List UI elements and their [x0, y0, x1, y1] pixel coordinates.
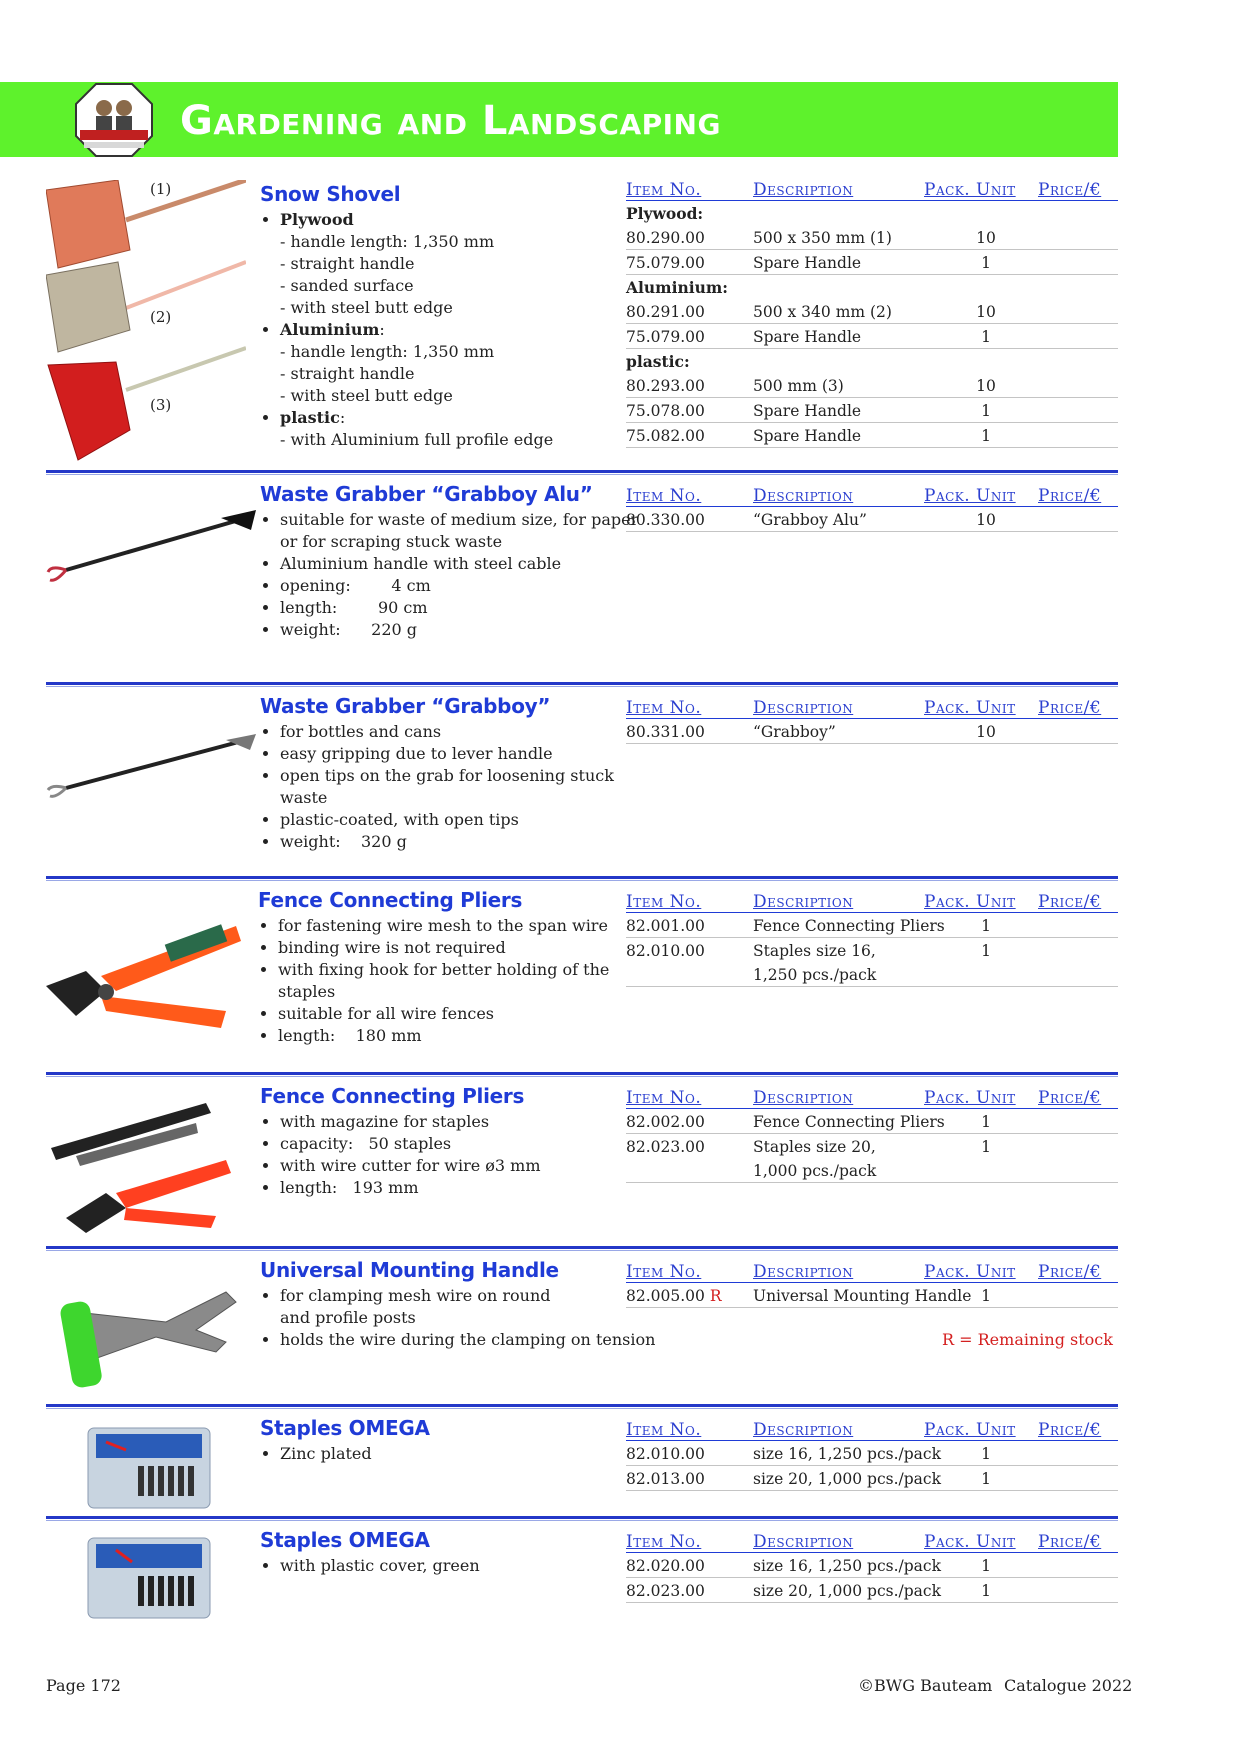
product-title: Waste Grabber “Grabboy” [260, 694, 551, 718]
mounting-handle-image [46, 1282, 246, 1392]
company-logo [74, 82, 154, 158]
feature-item: • Zinc plated [280, 1443, 660, 1465]
feature-subitem: - straight handle [280, 254, 415, 273]
section-divider [46, 1072, 1118, 1075]
staples-pack-image [86, 1426, 212, 1510]
table-row: 82.002.00 Fence Connecting Pliers 1 [626, 1109, 1118, 1134]
feature-item: • weight: 320 g [280, 831, 660, 853]
price-table [626, 180, 1118, 448]
page-title: Gardening and Landscaping [180, 98, 721, 144]
feature-item: • length: 180 mm [278, 1025, 658, 1047]
feature-item: • binding wire is not required [278, 937, 658, 959]
feature-list [260, 209, 660, 451]
section-divider [46, 1246, 1118, 1249]
product-title: Staples OMEGA [260, 1416, 430, 1440]
img-label-2: (2) [150, 308, 172, 326]
product-title: Snow Shovel [260, 182, 401, 206]
feature-subitem: - straight handle [280, 364, 415, 383]
fence-pliers-magazine-image [46, 1098, 246, 1238]
feature-item: • opening: 4 cm [280, 575, 660, 597]
staples-2-description [260, 1528, 660, 1577]
feature-item: • suitable for all wire fences [278, 1003, 658, 1025]
feature-item: • plastic-coated, with open tips [280, 809, 660, 831]
feature-item: • suitable for waste of medium size, for paper or for scraping stuck waste [280, 509, 660, 553]
fence-pliers-image [46, 916, 246, 1036]
remaining-stock-flag: R [709, 1287, 722, 1305]
staples-1-description [260, 1416, 660, 1465]
price-table [626, 1262, 1118, 1308]
feature-item: • capacity: 50 staples [280, 1133, 660, 1155]
table-header: Item No. Description Pack. Unit Price/€ [626, 1088, 1118, 1109]
price-table [626, 892, 1118, 987]
waste-grabber-image [46, 730, 256, 800]
table-header: Item No. Description Pack. Unit Price/€ [626, 1262, 1118, 1283]
table-row: 82.023.00 size 20, 1,000 pcs./pack 1 [626, 1578, 1118, 1603]
feature-item: • Aluminium: [280, 319, 660, 341]
feature-item: • with fixing hook for better holding of the staples [278, 959, 658, 1003]
product-title: Waste Grabber “Grabboy Alu” [260, 482, 593, 506]
feature-subitem: - with steel butt edge [280, 298, 453, 317]
col-pack-unit: Pack. Unit [924, 180, 1016, 200]
price-table [626, 486, 1118, 532]
img-label-1: (1) [150, 180, 172, 198]
table-row: 80.331.00 “Grabboy” 10 [626, 719, 1118, 744]
table-row: 82.023.00 Staples size 20, 1,000 pcs./pack 1 [626, 1134, 1118, 1183]
table-row: 75.079.00 Spare Handle 1 [626, 324, 1118, 349]
feature-item: • with plastic cover, green [280, 1555, 660, 1577]
feature-list [260, 1555, 660, 1577]
table-row: 75.078.00 Spare Handle 1 [626, 398, 1118, 423]
price-table [626, 1420, 1118, 1491]
feature-item: • for clamping mesh wire on round and profile posts [280, 1285, 580, 1329]
page-number: Page 172 [46, 1676, 121, 1695]
table-group-row: Plywood: [626, 204, 704, 223]
price-table [626, 1532, 1118, 1603]
grabber-description [260, 694, 660, 853]
feature-item: • with magazine for staples [280, 1111, 660, 1133]
section-divider [46, 470, 1118, 473]
table-header: Item No. Description Pack. Unit Price/€ [626, 698, 1118, 719]
col-price: Price/€ [1038, 180, 1102, 200]
table-row: 75.079.00 Spare Handle 1 [626, 250, 1118, 275]
table-group-row: plastic: [626, 352, 690, 371]
table-header: Item No. Description Pack. Unit Price/€ [626, 486, 1118, 507]
feature-item: • Aluminium handle with steel cable [280, 553, 660, 575]
price-table [626, 698, 1118, 744]
product-title: Staples OMEGA [260, 1528, 430, 1552]
table-row: 80.290.00 500 x 350 mm (1) 10 [626, 225, 1118, 250]
feature-item: • holds the wire during the clamping on tension [280, 1329, 640, 1351]
img-label-3: (3) [150, 396, 172, 414]
snow-shovel-description [260, 182, 660, 451]
feature-item: • with wire cutter for wire ø3 mm [280, 1155, 660, 1177]
feature-list [260, 721, 660, 853]
table-row: 75.082.00 Spare Handle 1 [626, 423, 1118, 448]
table-row: 82.010.00 size 16, 1,250 pcs./pack 1 [626, 1441, 1118, 1466]
col-item-no: Item No. [626, 180, 702, 200]
table-header: Item No. Description Pack. Unit Price/€ [626, 892, 1118, 913]
copyright: ©BWG Bauteam [858, 1676, 993, 1695]
table-row: 82.013.00 size 20, 1,000 pcs./pack 1 [626, 1466, 1118, 1491]
section-divider [46, 682, 1118, 685]
feature-list [258, 915, 658, 1047]
feature-list [260, 1443, 660, 1465]
feature-list [260, 509, 660, 641]
table-row: 82.020.00 size 16, 1,250 pcs./pack 1 [626, 1553, 1118, 1578]
feature-item: • Plywood [280, 209, 660, 231]
feature-item: • open tips on the grab for loosening stuck waste [280, 765, 660, 809]
table-row: 82.001.00 Fence Connecting Pliers 1 [626, 913, 1118, 938]
section-divider [46, 876, 1118, 879]
grabber-alu-description [260, 482, 660, 641]
feature-list [260, 1285, 656, 1351]
catalogue-label: Catalogue 2022 [1004, 1676, 1133, 1695]
price-table [626, 1088, 1118, 1183]
table-group-row: Aluminium: [626, 278, 729, 297]
col-description: Description [753, 180, 854, 200]
feature-subitem: - with Aluminium full profile edge [280, 430, 554, 449]
feature-item: • length: 90 cm [280, 597, 660, 619]
feature-subitem: - handle length: 1,350 mm [280, 342, 495, 361]
section-divider [46, 1404, 1118, 1407]
feature-subitem: - with steel butt edge [280, 386, 453, 405]
section-divider [46, 1516, 1118, 1519]
feature-subitem: - handle length: 1,350 mm [280, 232, 495, 251]
table-header: Item No. Description Pack. Unit Price/€ [626, 1420, 1118, 1441]
table-header [626, 180, 1118, 201]
feature-item: • weight: 220 g [280, 619, 660, 641]
table-header: Item No. Description Pack. Unit Price/€ [626, 1532, 1118, 1553]
remaining-stock-note: R = Remaining stock [942, 1330, 1113, 1349]
snow-shovel-image [46, 180, 246, 465]
waste-grabber-alu-image [46, 510, 256, 590]
table-row: 82.005.00 R Universal Mounting Handle 1 [626, 1283, 1118, 1308]
feature-item: • for bottles and cans [280, 721, 660, 743]
feature-item: • length: 193 mm [280, 1177, 660, 1199]
pliers-1-description [258, 888, 658, 1047]
staples-green-pack-image [86, 1536, 212, 1620]
mounting-handle-description [260, 1258, 656, 1351]
table-row: 80.330.00 “Grabboy Alu” 10 [626, 507, 1118, 532]
pliers-2-description [260, 1084, 660, 1199]
table-row: 82.010.00 Staples size 16, 1,250 pcs./pack 1 [626, 938, 1118, 987]
table-row: 80.291.00 500 x 340 mm (2) 10 [626, 299, 1118, 324]
feature-subitem: - sanded surface [280, 276, 414, 295]
table-row: 80.293.00 500 mm (3) 10 [626, 373, 1118, 398]
product-title: Fence Connecting Pliers [258, 888, 523, 912]
feature-list [260, 1111, 660, 1199]
product-title: Universal Mounting Handle [260, 1258, 559, 1282]
feature-item: • plastic: [280, 407, 660, 429]
feature-item: • easy gripping due to lever handle [280, 743, 660, 765]
product-title: Fence Connecting Pliers [260, 1084, 525, 1108]
feature-item: • for fastening wire mesh to the span wire [278, 915, 658, 937]
